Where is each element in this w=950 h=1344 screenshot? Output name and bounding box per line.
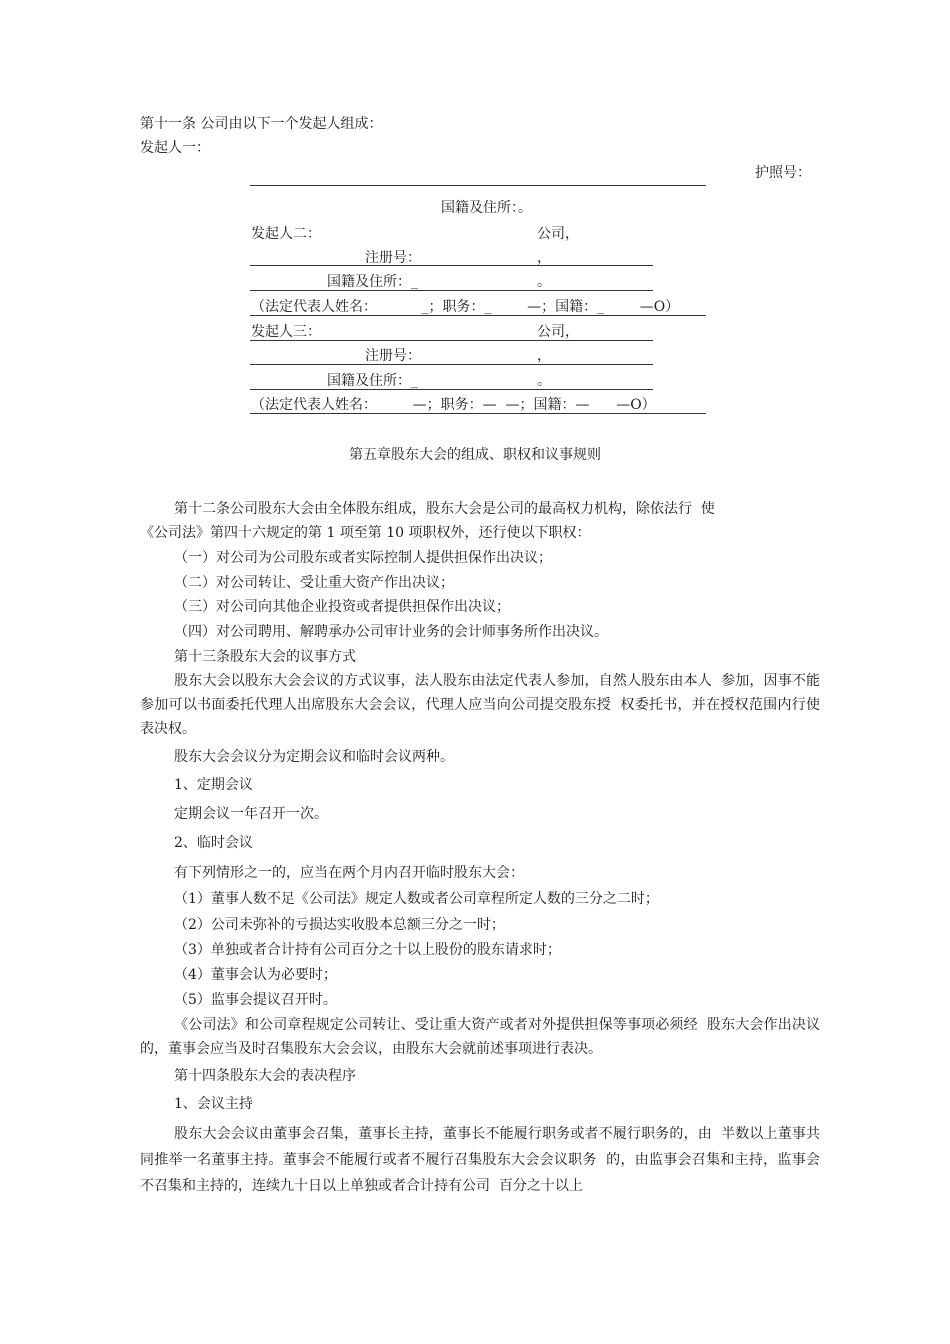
article-14-title: 第十四条股东大会的表决程序 xyxy=(174,1068,356,1084)
founder-2-reg-end: ， xyxy=(537,250,551,266)
founder-2-nationality-end: 。 xyxy=(537,274,551,290)
chapter-title: 第五章股东大会的组成、职权和议事规则 xyxy=(349,447,601,463)
article-13-paragraph xyxy=(140,669,820,741)
article-11-title: 第十一条 公司由以下一个发起人组成： xyxy=(140,116,383,132)
founder-1-label: 发起人一： xyxy=(140,140,210,156)
founder-2-legal-underline xyxy=(250,315,706,316)
temporary-item: （5）监事会提议召开时。 xyxy=(174,992,337,1008)
founder-2-reg-label: 注册号： xyxy=(365,250,421,266)
founder-3-label: 发起人三： xyxy=(251,324,321,340)
founder-2-label: 发起人二： xyxy=(251,226,321,242)
founder-3-nationality-underline xyxy=(250,389,653,390)
article-13-title: 第十三条股东大会的议事方式 xyxy=(174,649,356,665)
transfer-text: 《公司法》和公司章程规定公司转让、受让重大资产或者对外提供担保等事项必须经 股东大会作出决议的，董事会应当及时召集股东大会会议，由股东大会就前述事项进行表决。 xyxy=(140,1017,820,1057)
temporary-item: （3）单独或者合计持有公司百分之十以上股份的股东请求时； xyxy=(174,942,561,958)
founder-1-underline xyxy=(250,185,706,186)
article-12-line-1: 第十二条公司股东大会由全体股东组成，股东大会是公司的最高权力机构，除依法行 使 xyxy=(174,501,715,517)
temporary-item: （1）董事人数不足《公司法》规定人数或者公司章程所定人数的三分之二时； xyxy=(174,891,659,907)
founder-2-legal-rep: （法定代表人姓名： _；职务：_ —；国籍：_ —O） xyxy=(251,299,680,315)
passport-label: 护照号： xyxy=(755,165,811,181)
founder-3-reg-underline xyxy=(250,364,653,365)
founder-2-reg-underline xyxy=(250,265,653,266)
temporary-meeting-heading: 2、临时会议 xyxy=(174,835,253,851)
founder-3-company: 公司， xyxy=(537,324,579,340)
host-paragraph xyxy=(140,1121,820,1199)
transfer-paragraph xyxy=(140,1013,820,1061)
host-text: 股东大会会议由董事会召集，董事长主持，董事长不能履行职务或者不履行职务的，由 半数以上董事共同推举一名董事主持。董事会不能履行或者不履行召集股东大会会议职务 的，由监事会召集和主持，监事会不召集和主持的，连续九十日以上单独或者合计持有公司 百分之十以上 xyxy=(140,1126,820,1194)
founder-3-nationality-end: 。 xyxy=(537,373,551,389)
article-12-line-2: 《公司法》第四十六规定的第 1 项至第 10 项职权外，还行使以下职权： xyxy=(140,525,591,541)
power-item: （四）对公司聘用、解聘承办公司审计业务的会计师事务所作出决议。 xyxy=(174,624,608,640)
meeting-types: 股东大会会议分为定期会议和临时会议两种。 xyxy=(174,749,454,765)
founder-2-nationality-label: 国籍及住所：_ xyxy=(327,274,418,290)
founder-2-company: 公司， xyxy=(537,226,579,242)
power-item: （二）对公司转让、受让重大资产作出决议； xyxy=(174,575,454,591)
founder-3-reg-end: ， xyxy=(537,348,551,364)
temporary-item: （4）董事会认为必要时； xyxy=(174,967,337,983)
temporary-meeting-intro: 有下列情形之一的，应当在两个月内召开临时股东大会： xyxy=(174,865,524,881)
regular-meeting-heading: 1、定期会议 xyxy=(174,777,253,793)
founder-3-legal-underline xyxy=(250,413,706,414)
founder-1-nationality: 国籍及住所：。 xyxy=(441,200,532,216)
article-13-text: 股东大会以股东大会会议的方式议事，法人股东由法定代表人参加，自然人股东由本人 参加，因事不能参加可以书面委托代理人出席股东大会会议，代理人应当向公司提交股东授 权委托书，并在授权范围内行使表决权。 xyxy=(140,673,820,737)
regular-meeting-text: 定期会议一年召开一次。 xyxy=(174,806,328,822)
founder-3-company-underline xyxy=(250,340,653,341)
temporary-item: （2）公司未弥补的亏损达实收股本总额三分之一时； xyxy=(174,917,505,933)
founder-3-reg-label: 注册号： xyxy=(365,348,421,364)
founder-3-legal-rep: （法定代表人姓名： —；职务：— —；国籍：— —O） xyxy=(251,397,656,413)
founder-2-nationality-underline xyxy=(250,290,653,291)
power-item: （一）对公司为公司股东或者实际控制人提供担保作出决议； xyxy=(174,550,552,566)
host-heading: 1、会议主持 xyxy=(174,1096,253,1112)
founder-3-nationality-label: 国籍及住所：_ xyxy=(327,373,418,389)
power-item: （三）对公司向其他企业投资或者提供担保作出决议； xyxy=(174,599,510,615)
